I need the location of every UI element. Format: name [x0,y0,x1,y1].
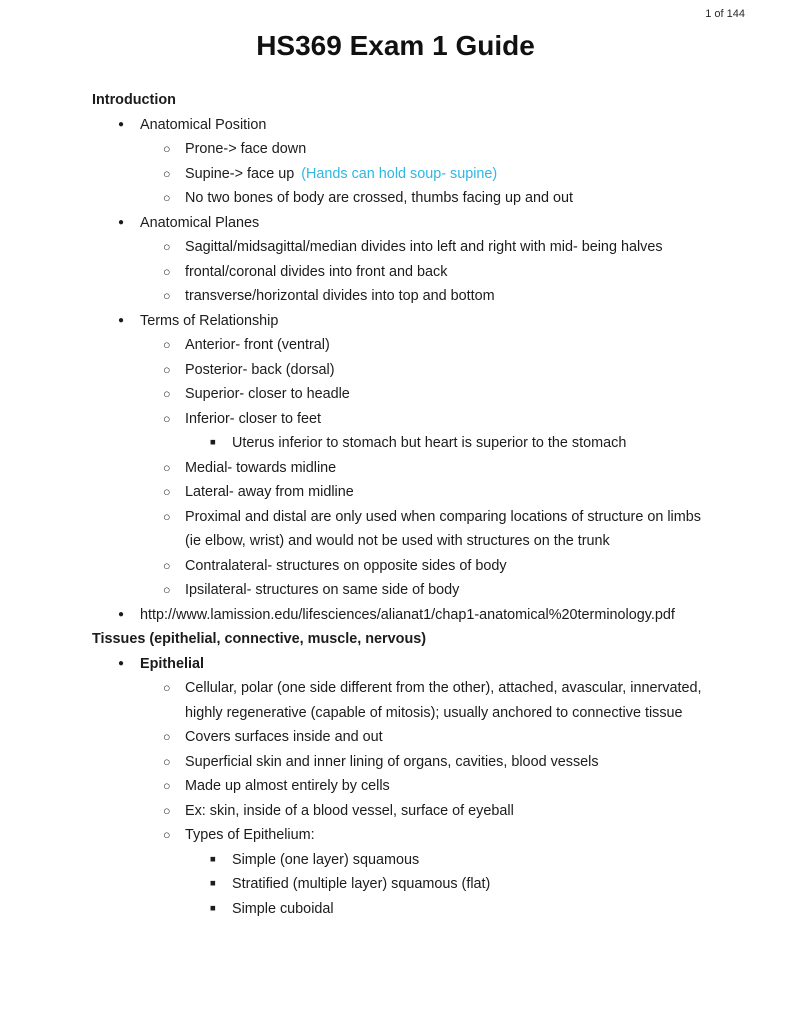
list-item-text [185,162,497,187]
list-item-text [232,872,490,897]
section-heading-tissues [92,627,755,652]
list-item-text [185,186,573,211]
list-item [92,137,755,162]
circle-bullet-icon: ○ [163,754,171,769]
text-segment: Sagittal/midsagittal/median divides into left and right with mid- being halves [185,239,663,255]
list-item-text [232,848,419,873]
text-segment: Made up almost entirely by cells [185,778,390,794]
list-item [92,676,755,725]
text-segment: Medial- towards midline [185,459,337,476]
list-item-text [185,725,383,750]
list-item-text [185,235,663,260]
list-item [92,235,755,260]
text-segment: Tissues (epithelial, connective, muscle, nervous) [92,631,427,647]
list-item-text [185,799,514,824]
list-item-text [140,603,675,628]
circle-bullet-icon: ○ [163,240,171,254]
text-segment: transverse/horizontal divides into top and bottom [185,288,495,304]
circle-bullet-icon: ○ [163,338,171,352]
circle-bullet-icon: ○ [163,264,171,279]
list-item-text [185,774,390,799]
text-segment: No two bones of body are crossed, thumbs facing up and out [185,190,573,206]
square-bullet-icon: ■ [210,853,216,865]
list-item [92,750,755,775]
list-item [92,774,755,799]
list-item-text [185,137,306,162]
list-item [92,456,755,481]
list-item [92,799,755,824]
text-segment: Inferior- closer to feet [185,410,321,427]
circle-bullet-icon: ○ [163,485,171,499]
list-item [92,382,755,407]
list-item [92,358,755,383]
list-item-text [185,480,354,505]
circle-bullet-icon: ○ [163,779,171,793]
list-item-text [185,505,701,554]
circle-bullet-icon: ○ [163,166,171,181]
circle-bullet-icon: ○ [163,387,171,401]
circle-bullet-icon: ○ [163,289,171,303]
list-item [92,186,755,211]
list-item [92,823,755,848]
circle-bullet-icon: ○ [163,828,171,842]
list-item-text [232,897,334,922]
list-item-text [185,358,335,383]
list-item-text [185,554,507,579]
list-item [92,480,755,505]
list-item-text [185,578,459,603]
list-item [92,578,755,603]
list-item-text [140,309,278,334]
square-bullet-icon: ■ [210,878,216,889]
text-segment: Cellular, polar (one side different from the other), attached, avascular, innervated, [185,680,702,696]
list-item-text [185,382,350,407]
square-bullet-icon: ■ [210,437,216,448]
circle-bullet-icon: ○ [163,142,171,156]
list-item [92,113,755,138]
text-segment: Covers surfaces inside and out [185,729,383,745]
circle-bullet-icon: ○ [163,411,171,426]
square-bullet-icon: ■ [210,902,216,914]
circle-bullet-icon: ○ [163,583,171,597]
text-segment: highly regenerative (capable of mitosis); usually anchored to connective tissue [185,704,683,721]
section-heading-introduction [92,88,755,113]
text-segment: http://www.lamission.edu/lifesciences/alianat1/chap1-anatomical%20terminology.pdf [140,606,675,623]
circle-bullet-icon: ○ [163,362,171,377]
list-item [92,284,755,309]
circle-bullet-icon: ○ [163,803,171,818]
document-title: HS369 Exam 1 Guide [256,30,535,61]
text-segment: Simple (one layer) squamous [232,851,420,868]
list-item [92,333,755,358]
list-item-text [140,113,266,138]
list-item-text [92,627,426,652]
list-item-text [185,407,321,432]
text-segment: frontal/coronal divides into front and back [185,263,448,280]
disc-bullet-icon: ● [118,216,125,228]
list-item-text [185,823,315,848]
disc-bullet-icon: ● [118,657,125,669]
text-segment: Ipsilateral- structures on same side of body [185,582,460,598]
list-item [92,309,755,334]
document-body [92,88,755,921]
text-segment: Anatomical Planes [140,214,260,231]
circle-bullet-icon: ○ [163,558,171,573]
mnemonic-note-text: (Hands can hold soup- supine) [301,165,498,182]
text-segment: Uterus inferior to stomach but heart is superior to the stomach [232,435,627,451]
text-segment: Simple cuboidal [232,900,334,917]
list-item [92,431,755,456]
list-item [92,848,755,873]
list-item [92,505,755,554]
text-segment: Terms of Relationship [140,312,279,329]
text-segment: Lateral- away from midline [185,484,354,500]
list-item [92,554,755,579]
list-item [92,162,755,187]
circle-bullet-icon: ○ [163,509,171,524]
list-item [92,725,755,750]
list-item-text [185,456,336,481]
list-item-text [140,211,259,236]
circle-bullet-icon: ○ [163,730,171,744]
page-number: 1 of 144 [705,8,745,20]
text-segment: Anterior- front (ventral) [185,337,330,353]
circle-bullet-icon: ○ [163,191,171,205]
text-segment: Ex: skin, inside of a blood vessel, surface of eyeball [185,802,514,819]
list-item-text [232,431,626,456]
text-segment: Proximal and distal are only used when comparing locations of structure on limbs [185,508,701,525]
text-segment: Prone-> face down [185,141,307,157]
text-segment: Types of Epithelium: [185,827,315,843]
circle-bullet-icon: ○ [163,460,171,475]
circle-bullet-icon: ○ [163,681,171,695]
text-segment: (ie elbow, wrist) and would not be used with structures on the trunk [185,533,610,549]
disc-bullet-icon: ● [118,314,125,326]
list-item-text [185,284,495,309]
text-segment: Superficial skin and inner lining of organs, cavities, blood vessels [185,753,599,770]
list-item [92,897,755,922]
text-segment: Posterior- back (dorsal) [185,361,335,378]
text-segment: Supine-> face up [185,165,295,182]
list-item-text [185,676,702,725]
list-item [92,872,755,897]
text-segment: Anatomical Position [140,116,267,133]
list-item-text [185,260,447,285]
disc-bullet-icon: ● [118,608,125,620]
disc-bullet-icon: ● [118,118,125,130]
list-item-text [92,88,176,113]
url-text [92,603,755,628]
list-item [92,652,755,677]
list-item [92,407,755,432]
list-item-text [140,652,204,677]
text-segment: Introduction [92,92,176,108]
list-item [92,260,755,285]
list-item [92,211,755,236]
text-segment: Epithelial [140,655,204,672]
text-segment: Superior- closer to headle [185,386,350,402]
text-segment: Contralateral- structures on opposite sides of body [185,557,507,574]
list-item-text [185,750,599,775]
text-segment: Stratified (multiple layer) squamous (flat) [232,876,491,892]
list-item-text [185,333,330,358]
